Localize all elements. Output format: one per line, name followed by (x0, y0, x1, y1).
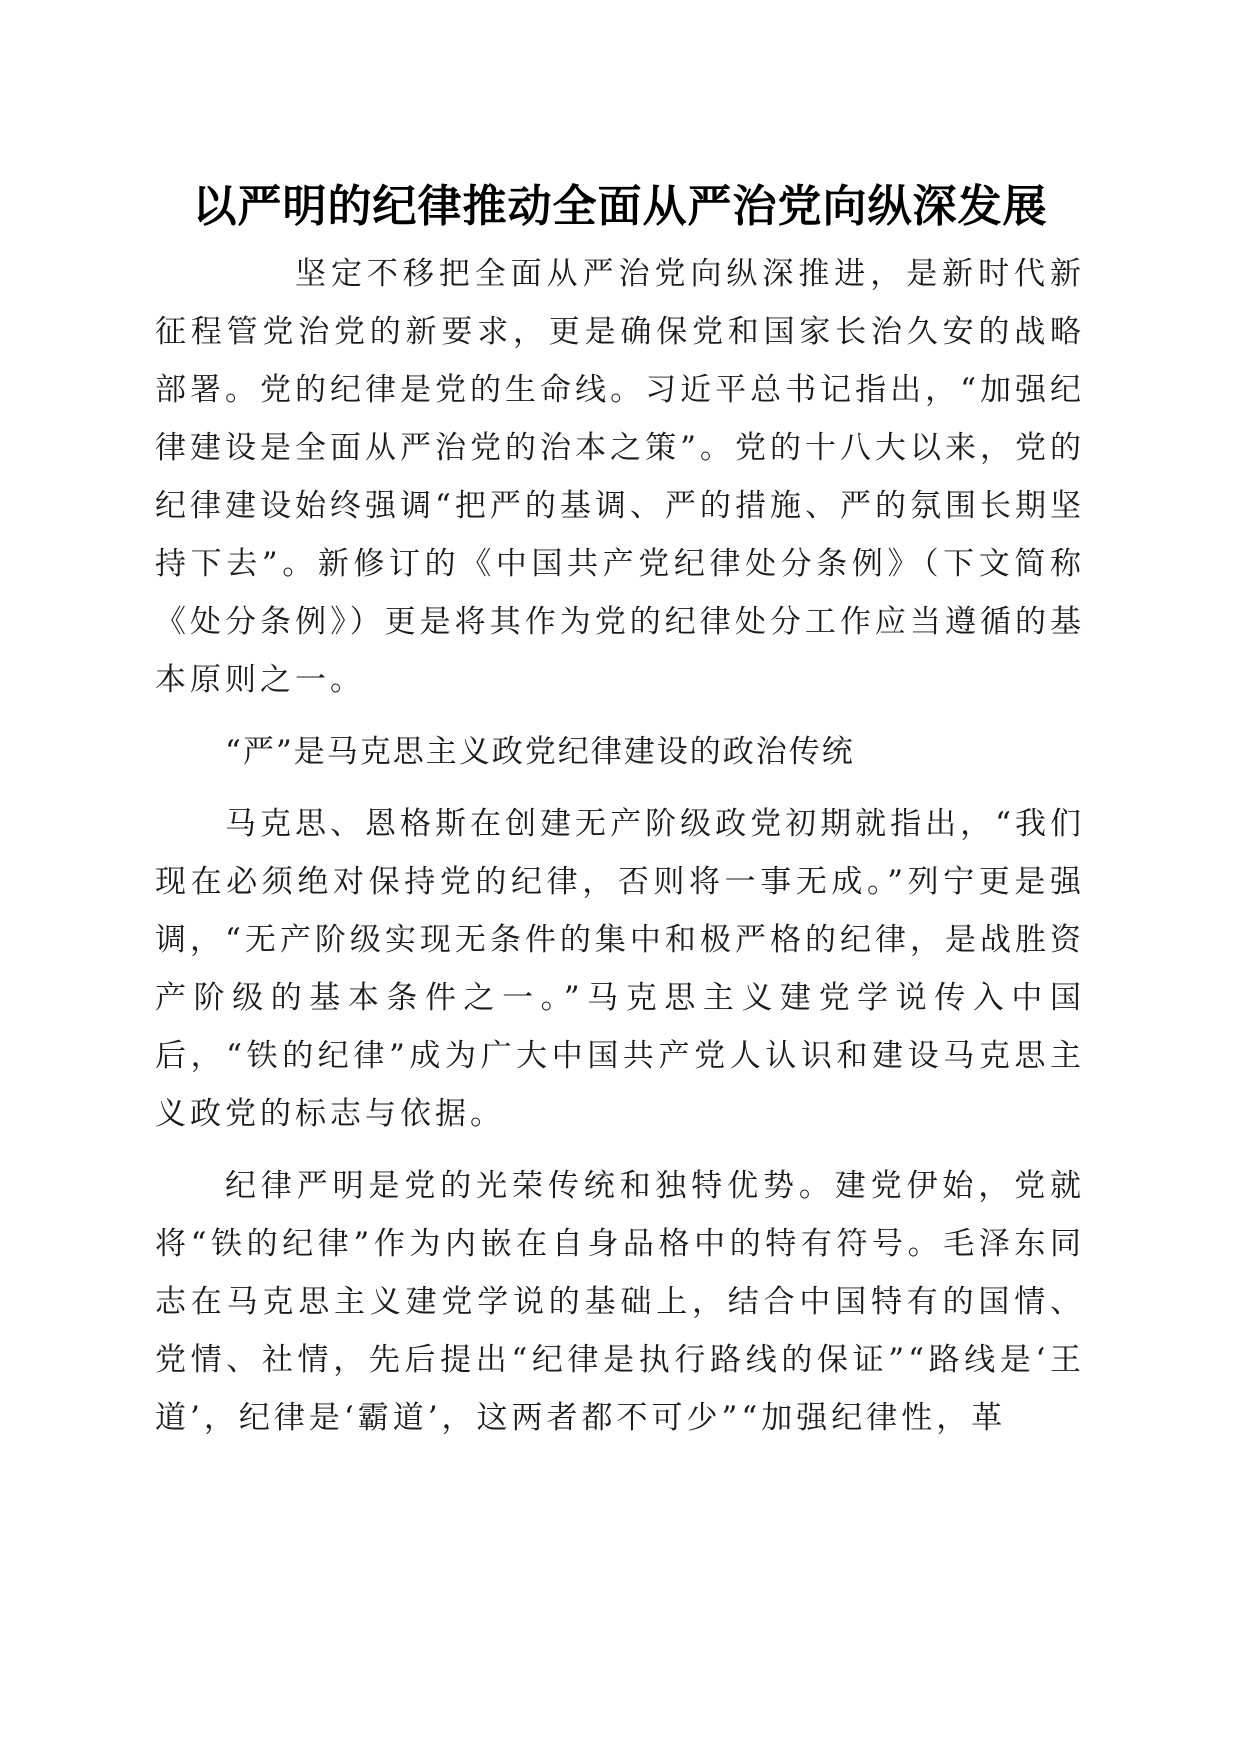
section-heading: “严”是马克思主义政党纪律建设的政治传统 (225, 734, 855, 770)
paragraph-intro: 坚定不移把全面从严治党向纵深推进，是新时代新征程管党治党的新要求，更是确保党和国家长治久安的战略部署。党的纪律是党的生命线。习近平总书记指出，“加强纪律建设是全面从严治党的治本之策”。党的十八大以来，党的纪律建设始终强调“把严的基调、严的措施、严的氛围长期坚持下去”。新修订的《中国共产党纪律处分条例》（下文简称《处分条例》）更是将其作为党的纪律处分工作应当遵循的基本原则之一。 (155, 256, 1085, 698)
paragraph-party-tradition: 纪律严明是党的光荣传统和独特优势。建党伊始，党就将“铁的纪律”作为内嵌在自身品格中的特有符号。毛泽东同志在马克思主义建党学说的基础上，结合中国特有的国情、党情、社情，先后提出“纪律是执行路线的保证”“路线是‘王道’，纪律是‘霸道’，这两者都不可少”“加强纪律性，革 (155, 1168, 1085, 1436)
document-title: 以严明的纪律推动全面从严治党向纵深发展 (192, 181, 1048, 232)
document-body (155, 245, 1085, 1461)
paragraph-marx-engels: 马克思、恩格斯在创建无产阶级政党初期就指出，“我们现在必须绝对保持党的纪律，否则将一事无成。”列宁更是强调，“无产阶级实现无条件的集中和极严格的纪律，是战胜资产阶级的基本条件之一。”马克思主义建党学说传入中国后，“铁的纪律”成为广大中国共产党人认识和建设马克思主义政党的标志与依据。 (155, 806, 1085, 1132)
